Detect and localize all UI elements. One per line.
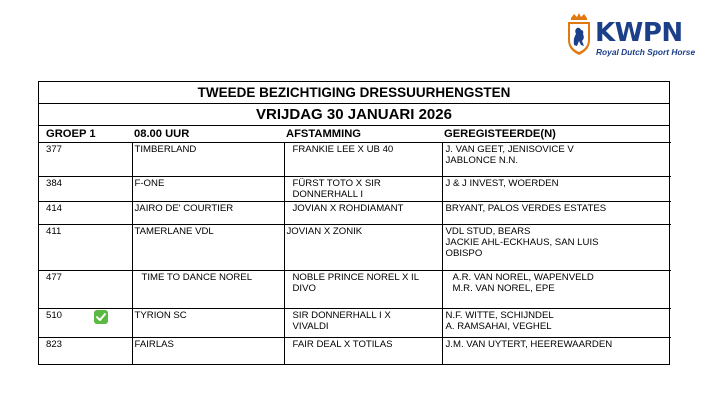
entry-number: 414 bbox=[46, 203, 63, 214]
owner-cell bbox=[442, 309, 671, 338]
horse-name: TIMBERLAND bbox=[132, 143, 284, 177]
entry-number: 377 bbox=[46, 144, 63, 155]
table-row bbox=[39, 338, 671, 365]
entry-number: 411 bbox=[46, 226, 62, 237]
table-header-row bbox=[39, 126, 671, 143]
owner-cell bbox=[442, 338, 671, 365]
entry-number-cell bbox=[39, 309, 132, 338]
logo-wordmark-text: KWPN bbox=[595, 18, 683, 48]
check-mark-icon bbox=[94, 310, 108, 324]
table-row bbox=[39, 225, 671, 271]
owner-line: VDL STUD, BEARS bbox=[445, 226, 531, 237]
pedigree-cell bbox=[284, 177, 442, 202]
pedigree-line: SIR DONNERHALL I X bbox=[292, 310, 391, 321]
table-row bbox=[39, 202, 671, 225]
table-row bbox=[39, 309, 671, 338]
pedigree-line: JOVIAN X ZONIK bbox=[286, 226, 363, 237]
horse-name: TIME TO DANCE NOREL bbox=[132, 271, 284, 309]
owner-cell bbox=[442, 143, 671, 177]
owner-line: J.M. VAN UYTERT, HEEREWAARDEN bbox=[445, 339, 613, 350]
owner-line: J. VAN GEET, JENISOVICE V bbox=[445, 144, 574, 155]
owner-line: N.F. WITTE, SCHIJNDEL bbox=[445, 310, 554, 321]
horse-name: TAMERLANE VDL bbox=[132, 225, 284, 271]
entries-table bbox=[39, 126, 671, 364]
table-row bbox=[39, 177, 671, 202]
header-pedigree: AFSTAMMING bbox=[284, 126, 442, 143]
stallion-schedule-table bbox=[38, 81, 670, 365]
pedigree-cell bbox=[284, 271, 442, 309]
horse-name: F-ONE bbox=[132, 177, 284, 202]
horse-name: FAIRLAS bbox=[132, 338, 284, 365]
pedigree-cell bbox=[284, 225, 442, 271]
header-group: GROEP 1 bbox=[39, 126, 132, 143]
owner-line: J & J INVEST, WOERDEN bbox=[445, 178, 559, 189]
entry-number: 477 bbox=[46, 272, 63, 283]
table-row bbox=[39, 143, 671, 177]
owner-line: A. RAMSAHAI, VEGHEL bbox=[445, 321, 552, 332]
page-title: TWEEDE BEZICHTIGING DRESSUURHENGSTEN bbox=[39, 82, 669, 104]
entry-number: 510 bbox=[46, 310, 63, 321]
horse-name: JAIRO DE' COURTIER bbox=[132, 202, 284, 225]
logo-tagline: Royal Dutch Sport Horse bbox=[596, 47, 696, 57]
pedigree-line: JOVIAN X ROHDIAMANT bbox=[292, 203, 404, 214]
pedigree-cell bbox=[284, 338, 442, 365]
owner-cell bbox=[442, 271, 671, 309]
pedigree-line: DIVO bbox=[292, 283, 316, 294]
owner-cell bbox=[442, 225, 671, 271]
owner-line: A.R. VAN NOREL, WAPENVELD bbox=[452, 272, 594, 283]
header-registered: GEREGISTEERDE(N) bbox=[442, 126, 671, 143]
kwpn-logo bbox=[566, 12, 704, 56]
event-date: VRIJDAG 30 JANUARI 2026 bbox=[39, 104, 669, 126]
owner-line: BRYANT, PALOS VERDES ESTATES bbox=[445, 203, 607, 214]
owner-line: M.R. VAN NOREL, EPE bbox=[452, 283, 555, 294]
table-row bbox=[39, 271, 671, 309]
pedigree-line: DONNERHALL I bbox=[292, 189, 364, 200]
owner-cell bbox=[442, 202, 671, 225]
logo-wordmark bbox=[595, 20, 683, 46]
horse-name: TYRION SC bbox=[132, 309, 284, 338]
pedigree-line: VIVALDI bbox=[292, 321, 329, 332]
entry-number: 384 bbox=[46, 178, 63, 189]
entry-number: 823 bbox=[46, 339, 63, 350]
owner-line: OBISPO bbox=[445, 248, 483, 259]
pedigree-line: FRANKIE LEE X UB 40 bbox=[292, 144, 394, 155]
owner-line: JACKIE AHL-ECKHAUS, SAN LUIS bbox=[445, 237, 599, 248]
pedigree-line: FÜRST TOTO X SIR bbox=[292, 178, 381, 189]
owner-cell bbox=[442, 177, 671, 202]
pedigree-cell bbox=[284, 309, 442, 338]
header-time: 08.00 UUR bbox=[132, 126, 284, 143]
pedigree-line: NOBLE PRINCE NOREL X IL bbox=[292, 272, 420, 283]
pedigree-cell bbox=[284, 202, 442, 225]
pedigree-cell bbox=[284, 143, 442, 177]
pedigree-line: FAIR DEAL X TOTILAS bbox=[292, 339, 393, 350]
owner-line: JABLONCE N.N. bbox=[445, 155, 519, 166]
lion-crest-icon bbox=[566, 12, 592, 56]
